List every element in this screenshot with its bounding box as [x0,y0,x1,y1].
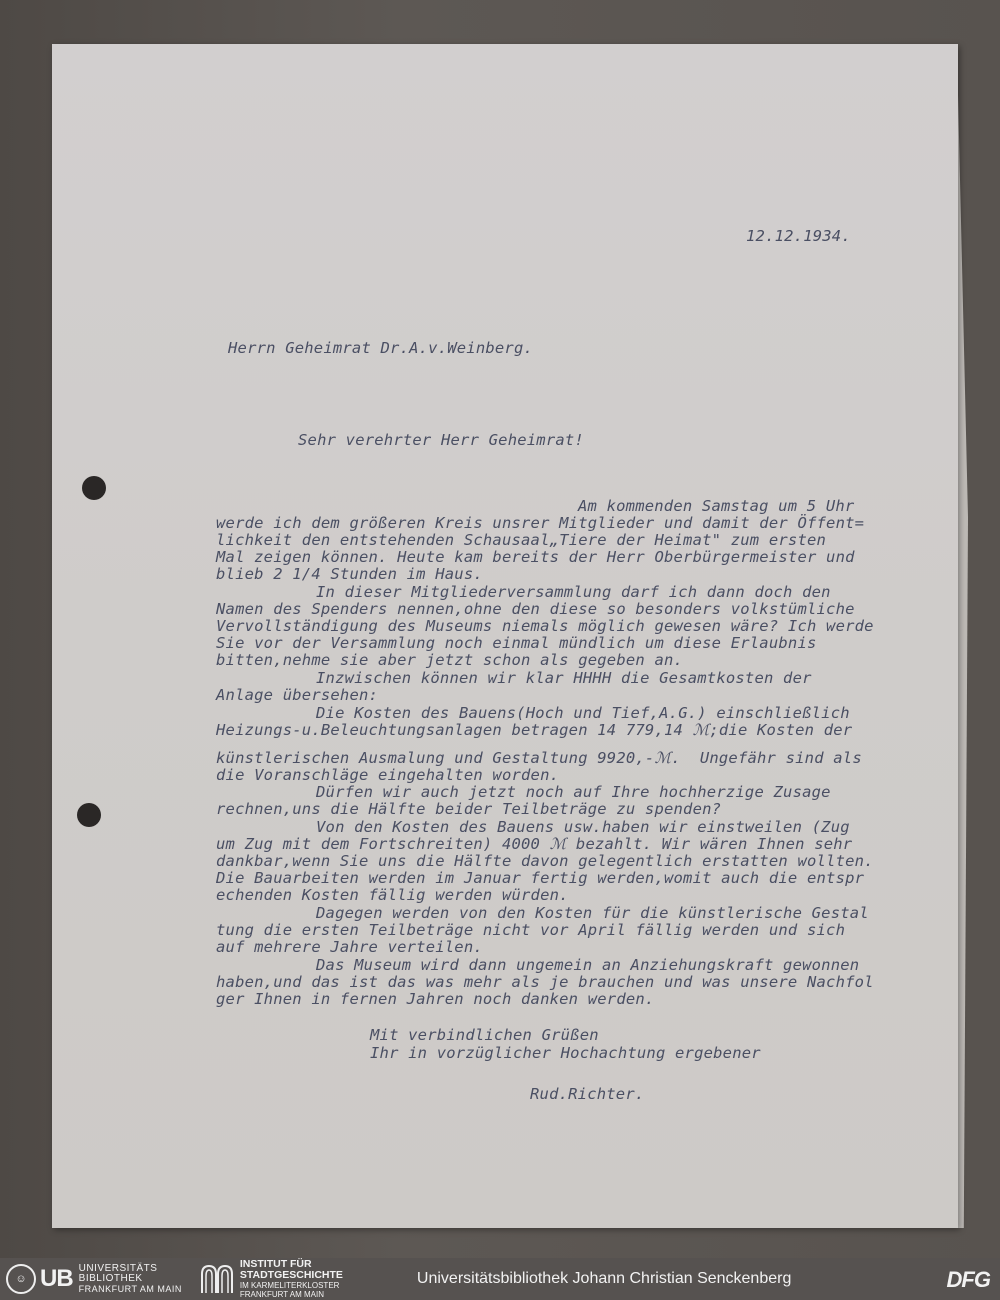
isg-line1: INSTITUT FÜR [239,1258,312,1270]
body-line: Namen des Spenders nennen,ohne den diese so besonders volkstümliche [216,600,855,618]
dfg-logo[interactable]: DFG [946,1267,990,1292]
body-line: Von den Kosten des Bauens usw.haben wir einstweilen (Zug [316,818,850,836]
body-line: ger Ihnen in fernen Jahren noch danken werden. [216,990,655,1008]
ub-line3: FRANKFURT AM MAIN [78,1284,182,1294]
letter-salutation: Sehr verehrter Herr Geheimrat! [298,431,584,449]
body-line: auf mehrere Jahre verteilen. [216,938,483,956]
letter-closing: Mit verbindlichen Grüßen [370,1026,599,1044]
body-line: haben,und das ist das was mehr als je brauchen und was unsere Nachfol [216,973,874,991]
body-line: blieb 2 1/4 Stunden im Haus. [216,565,483,583]
body-line: dankbar,wenn Sie uns die Hälfte davon gelegentlich erstatten wollten. [216,852,874,870]
ub-line2: BIBLIOTHEK [78,1273,143,1284]
body-line: lichkeit den entstehenden Schausaal„Tiere der Heimat" zum ersten [216,531,827,549]
body-line: um Zug mit dem Fortschreiten) 4000 ℳ bezahlt. Wir wären Ihnen sehr [216,835,853,853]
body-line: bitten,nehme sie aber jetzt schon als gegeben an. [216,651,684,669]
ub-letters: UB [40,1265,73,1292]
body-line: die Voranschläge eingehalten worden. [216,766,560,784]
isg-line3: IM KARMELITERKLOSTER [239,1281,340,1290]
letter-closing-line2: Ihr in vorzüglicher Hochachtung ergebener [370,1044,761,1062]
body-line: tung die ersten Teilbeträge nicht vor April fällig werden und sich [216,921,846,939]
body-line: Inzwischen können wir klar HHHH die Gesamtkosten der [316,669,812,687]
body-line: rechnen,uns die Hälfte beider Teilbeträge zu spenden? [216,800,722,818]
body-line: Vervollständigung des Museums niemals möglich gewesen wäre? Ich werde [216,617,874,635]
isg-text [240,1259,343,1299]
footer-bar [0,1258,1000,1300]
footer-library-name[interactable]: Universitätsbibliothek Johann Christian Senckenberg [416,1270,792,1287]
body-line: werde ich dem größeren Kreis unsrer Mitglieder und damit der Öffent= [216,514,865,532]
portrait-icon: ☺ [6,1264,36,1294]
letter-signature: Rud.Richter. [530,1085,645,1103]
body-line: Am kommenden Samstag um 5 Uhr [578,497,855,515]
body-line: In dieser Mitgliederversammlung darf ich dann doch den [316,583,831,601]
body-line: Heizungs-u.Beleuchtungsanlagen betragen 14 779,14 ℳ;die Kosten der [216,721,853,739]
ub-logo[interactable] [6,1264,182,1294]
letter-date: 12.12.1934. [746,227,851,245]
letter-recipient: Herrn Geheimrat Dr.A.v.Weinberg. [228,339,534,357]
body-line: Das Museum wird dann ungemein an Anziehungskraft gewonnen [316,956,860,974]
ub-text [79,1264,182,1294]
isg-line2: STADTGESCHICHTE [239,1269,343,1281]
body-line: künstlerischen Ausmalung und Gestaltung 9920,-ℳ. Ungefähr sind als [216,749,862,767]
ub-line1: UNIVERSITÄTS [78,1263,158,1274]
body-line: Die Kosten des Bauens(Hoch und Tief,A.G.) einschließlich [316,704,850,722]
isg-line4: FRANKFURT AM MAIN [239,1290,325,1299]
arches-icon [200,1264,234,1294]
body-line: Sie vor der Versammlung noch einmal mündlich um diese Erlaubnis [216,634,817,652]
body-line: Dürfen wir auch jetzt noch auf Ihre hochherzige Zusage [316,783,831,801]
body-line: echenden Kosten fällig werden würden. [216,886,569,904]
body-line: Anlage übersehen: [216,686,379,704]
body-line: Die Bauarbeiten werden im Januar fertig werden,womit auch die entspr [216,869,865,887]
body-line: Mal zeigen können. Heute kam bereits der Herr Oberbürgermeister und [216,548,855,566]
body-line: Dagegen werden von den Kosten für die künstlerische Gestal [316,904,869,922]
isg-logo[interactable] [200,1259,343,1299]
